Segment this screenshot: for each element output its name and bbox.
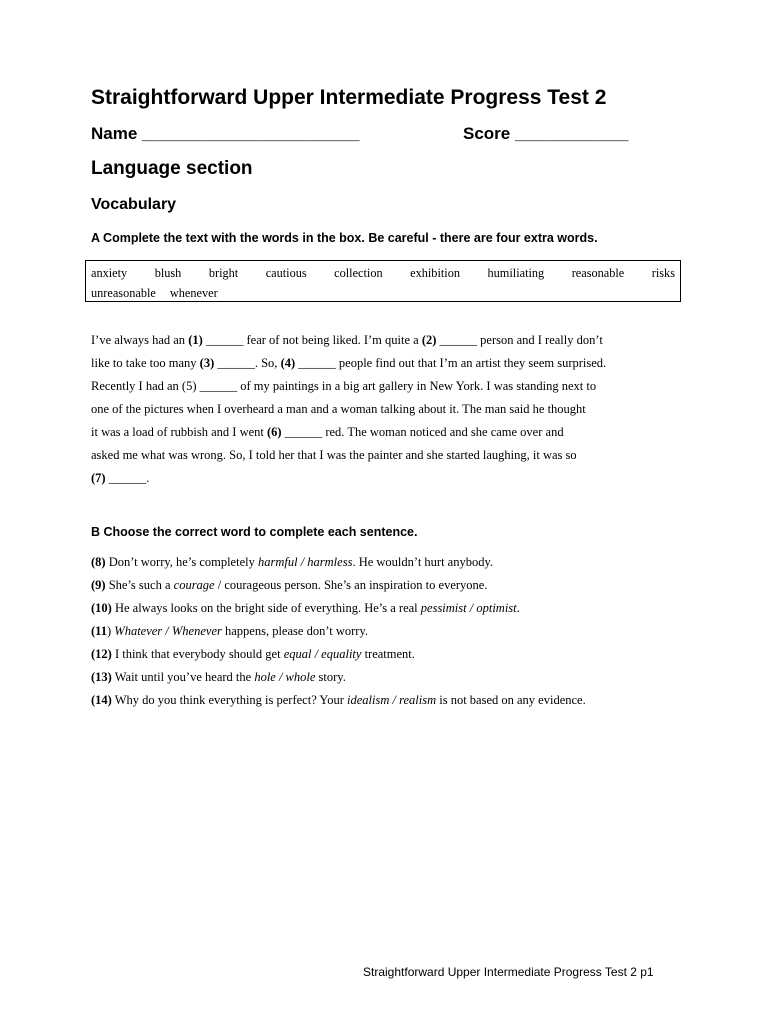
word-box-item: bright bbox=[208, 265, 239, 280]
answer-choices: hole / whole bbox=[254, 670, 316, 684]
word-box-item: reasonable bbox=[571, 265, 625, 280]
question-number: (14) bbox=[91, 693, 112, 707]
word-box-item: unreasonable bbox=[91, 285, 156, 300]
answer-choices: pessimist / optimist bbox=[420, 601, 517, 615]
passage-line: one of the pictures when I overheard a man and a woman talking about it. The man said he thought bbox=[91, 402, 586, 416]
question-number: (12) bbox=[91, 647, 112, 661]
answer-choices: harmful / harmless bbox=[257, 555, 353, 569]
word-box-item: anxiety bbox=[91, 265, 128, 280]
word-box-row bbox=[91, 263, 675, 283]
gap-number: (6) bbox=[267, 425, 282, 439]
passage-line: (7) ______. bbox=[91, 471, 150, 485]
passage-line: Recently I had an (5) ______ of my paintings in a big art gallery in New York. I was standing next to bbox=[91, 379, 597, 393]
word-box bbox=[85, 260, 681, 302]
passage-line: I’ve always had an (1) ______ fear of not being liked. I’m quite a (2) ______ person and I really don’t bbox=[91, 333, 603, 347]
question-item: (11) Whatever / Whenever happens, please don’t worry. bbox=[91, 624, 369, 638]
word-box-item: whenever bbox=[169, 285, 218, 300]
word-box-item: collection bbox=[334, 265, 383, 280]
word-box-item: risks bbox=[651, 265, 675, 280]
gap-number: (3) bbox=[199, 356, 215, 370]
gap-number: (1) bbox=[188, 333, 203, 347]
passage-line: like to take too many (3) ______. So, (4) ______ people find out that I’m an artist they seem surprised. bbox=[91, 356, 607, 370]
question-number: (8) bbox=[91, 555, 106, 569]
section-heading: Language section bbox=[91, 158, 253, 179]
question-item: (8) Don’t worry, he’s completely harmful / harmless. He wouldn’t hurt anybody. bbox=[91, 555, 494, 569]
score-field-label: Score ____________ bbox=[463, 124, 629, 143]
subsection-heading: Vocabulary bbox=[91, 196, 177, 213]
page-title: Straightforward Upper Intermediate Progress Test 2 bbox=[91, 86, 607, 109]
word-box-item: blush bbox=[154, 265, 182, 280]
word-box-item: humiliating bbox=[487, 265, 545, 280]
gap-number: (2) bbox=[421, 333, 437, 347]
question-item: (13) Wait until you’ve heard the hole / whole story. bbox=[91, 670, 346, 684]
part-b-instruction: B Choose the correct word to complete each sentence. bbox=[91, 525, 418, 539]
question-number: (9) bbox=[91, 578, 106, 592]
question-number: (11 bbox=[91, 624, 107, 638]
part-a-instruction: A Complete the text with the words in the box. Be careful - there are four extra words. bbox=[91, 231, 598, 245]
answer-choices: idealism / realism bbox=[346, 693, 437, 707]
answer-choices: courage bbox=[173, 578, 215, 592]
question-number: (10) bbox=[91, 601, 112, 615]
passage-line: asked me what was wrong. So, I told her that I was the painter and she started laughing, it was so bbox=[91, 448, 577, 462]
gap-number: (7) bbox=[91, 471, 106, 485]
question-item: (14) Why do you think everything is perfect? Your idealism / realism is not based on any evidence. bbox=[91, 693, 586, 707]
passage-line: it was a load of rubbish and I went (6) ______ red. The woman noticed and she came over and bbox=[91, 425, 564, 439]
answer-choices: Whatever / Whenever bbox=[114, 624, 222, 638]
question-number: (13) bbox=[91, 670, 112, 684]
question-item: (12) I think that everybody should get equal / equality treatment. bbox=[91, 647, 415, 661]
gap-number: (4) bbox=[280, 356, 296, 370]
question-item: (9) She’s such a courage / courageous person. She’s an inspiration to everyone. bbox=[91, 578, 488, 592]
word-box-item: exhibition bbox=[410, 265, 461, 280]
name-field-label: Name _______________________ bbox=[91, 124, 360, 143]
word-box-row bbox=[91, 283, 675, 303]
page-footer: Straightforward Upper Intermediate Progress Test 2 p1 bbox=[363, 965, 654, 979]
question-item: (10) He always looks on the bright side of everything. He’s a real pessimist / optimist. bbox=[91, 601, 520, 615]
answer-choices: equal / equality bbox=[283, 647, 362, 661]
word-box-item: cautious bbox=[265, 265, 307, 280]
